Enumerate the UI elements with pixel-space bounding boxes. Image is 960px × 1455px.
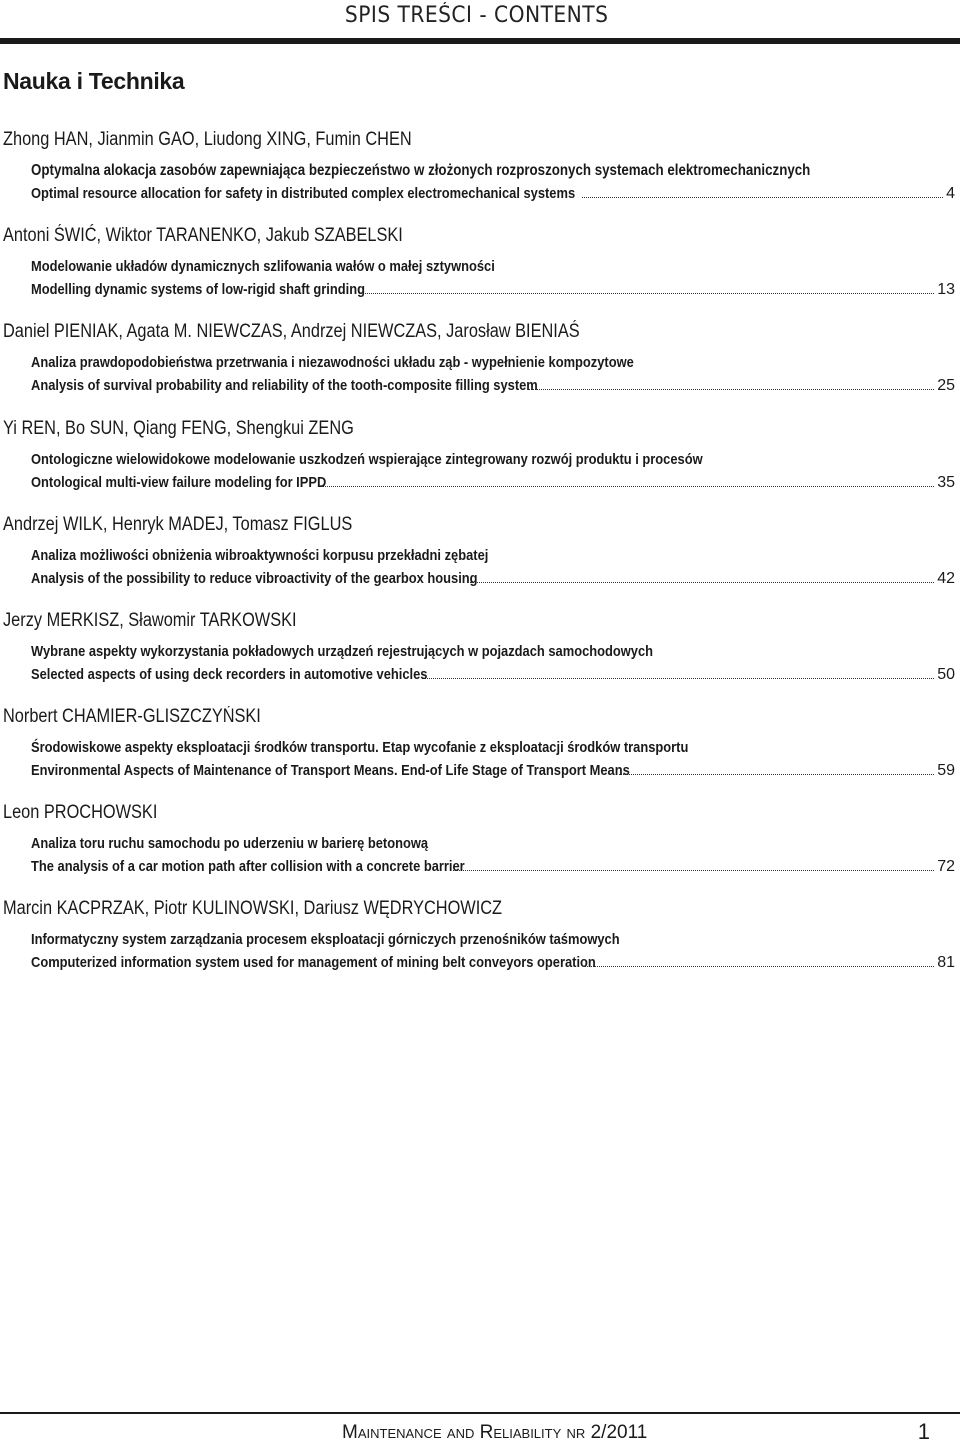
toc-entry [0,898,960,988]
entry-title-pl: Optymalna alokacja zasobów zapewniająca bezpieczeństwo w złożonych rozproszonych systemach elektromechanicznych [31,162,811,179]
entry-title-en-row[interactable] [31,858,955,878]
toc-entry [0,321,960,411]
entry-authors: Andrzej WILK, Henryk MADEJ, Tomasz FIGLUS [3,514,353,535]
toc-entry [0,706,960,796]
entry-page-number: 35 [937,474,955,491]
entry-page-number: 42 [937,570,955,587]
entry-title-pl: Modelowanie układów dynamicznych szlifowania wałów o małej sztywności [31,258,495,275]
entry-title-en-row[interactable] [31,377,955,397]
entry-title-en: Optimal resource allocation for safety in distributed complex electromechanical systems [31,185,576,202]
dot-leader [619,773,934,775]
dot-leader [470,581,934,583]
dot-leader [422,677,934,679]
entry-title-en-row[interactable] [31,185,955,205]
entry-page-number: 72 [937,858,955,875]
entry-title-en: Selected aspects of using deck recorders in automotive vehicles [31,666,428,683]
entry-title-en-row[interactable] [31,762,955,782]
entry-authors: Jerzy MERKISZ, Sławomir TARKOWSKI [3,610,297,631]
entry-title-pl: Analiza możliwości obniżenia wibroaktywności korpusu przekładni zębatej [31,547,489,564]
page-footer [0,1412,960,1455]
header-rule [0,38,960,44]
section-title: Nauka i Technika [3,68,185,94]
entry-title-en-row[interactable] [31,474,955,494]
entry-title-en: Analysis of the possibility to reduce vibroactivity of the gearbox housing [31,570,478,587]
entry-page-number: 59 [937,762,955,779]
entry-title-en: Computerized information system used for management of mining belt conveyors operation [31,954,596,971]
entry-title-en-row[interactable] [31,281,955,301]
entry-page-number: 25 [937,377,955,394]
entry-page-number: 13 [937,281,955,298]
contents-heading: SPIS TREŚCI - CONTENTS [344,3,608,28]
entry-title-en-row[interactable] [31,666,955,686]
toc-entry [0,225,960,315]
toc-entry [0,802,960,892]
entry-title-en: Analysis of survival probability and reliability of the tooth-composite filling system [31,377,538,394]
entry-title-pl: Ontologiczne wielowidokowe modelowanie uszkodzeń wspierające zintegrowany rozwój produktu i procesów [31,451,703,468]
dot-leader [582,196,943,198]
entry-title-en: Modelling dynamic systems of low-rigid shaft grinding [31,281,366,298]
entry-title-en: Environmental Aspects of Maintenance of Transport Means. End-of Life Stage of Transport Means [31,762,630,779]
entry-title-pl: Wybrane aspekty wykorzystania pokładowych urządzeń rejestrujących w pojazdach samochodowych [31,643,654,660]
journal-name: Maintenance and Reliability nr 2/2011 [342,1422,648,1443]
dot-leader [361,292,934,294]
entry-authors: Marcin KACPRZAK, Piotr KULINOWSKI, Dariusz WĘDRYCHOWICZ [3,898,503,919]
dot-leader [528,388,934,390]
entry-title-pl: Analiza prawdopodobieństwa przetrwania i niezawodności układu ząb - wypełnienie kompozytowe [31,354,634,371]
entry-page-number: 81 [937,954,955,971]
entry-authors: Yi REN, Bo SUN, Qiang FENG, Shengkui ZENG [3,418,354,439]
entry-title-en-row[interactable] [31,570,955,590]
entry-page-number: 4 [946,185,955,202]
entry-title-pl: Informatyczny system zarządzania procesem eksploatacji górniczych przenośników taśmowych [31,931,620,948]
entry-authors: Leon PROCHOWSKI [3,802,158,823]
entry-page-number: 50 [937,666,955,683]
dot-leader [585,965,934,967]
entry-title-en-row[interactable] [31,954,955,974]
footer-page-number: 1 [917,1419,930,1444]
entry-title-en: The analysis of a car motion path after collision with a concrete barrier [31,858,465,875]
toc-entry [0,418,960,508]
entry-authors: Antoni ŚWIĆ, Wiktor TARANENKO, Jakub SZABELSKI [3,225,403,246]
entry-title-pl: Analiza toru ruchu samochodu po uderzeniu w barierę betonową [31,835,429,852]
dot-leader [453,869,934,871]
toc-entry [0,129,960,219]
page-header [0,0,960,40]
toc-entry [0,610,960,700]
entry-authors: Daniel PIENIAK, Agata M. NIEWCZAS, Andrzej NIEWCZAS, Jarosław BIENIAŚ [3,321,580,342]
entry-authors: Norbert CHAMIER-GLISZCZYŃSKI [3,706,261,727]
entry-title-pl: Środowiskowe aspekty eksploatacji środków transportu. Etap wycofanie z eksploatacji środków transportu [31,739,689,756]
entry-title-en: Ontological multi-view failure modeling for IPPD [31,474,327,491]
footer-rule [0,1412,960,1414]
entry-authors: Zhong HAN, Jianmin GAO, Liudong XING, Fumin CHEN [3,129,412,150]
dot-leader [321,485,934,487]
toc-entry [0,514,960,604]
